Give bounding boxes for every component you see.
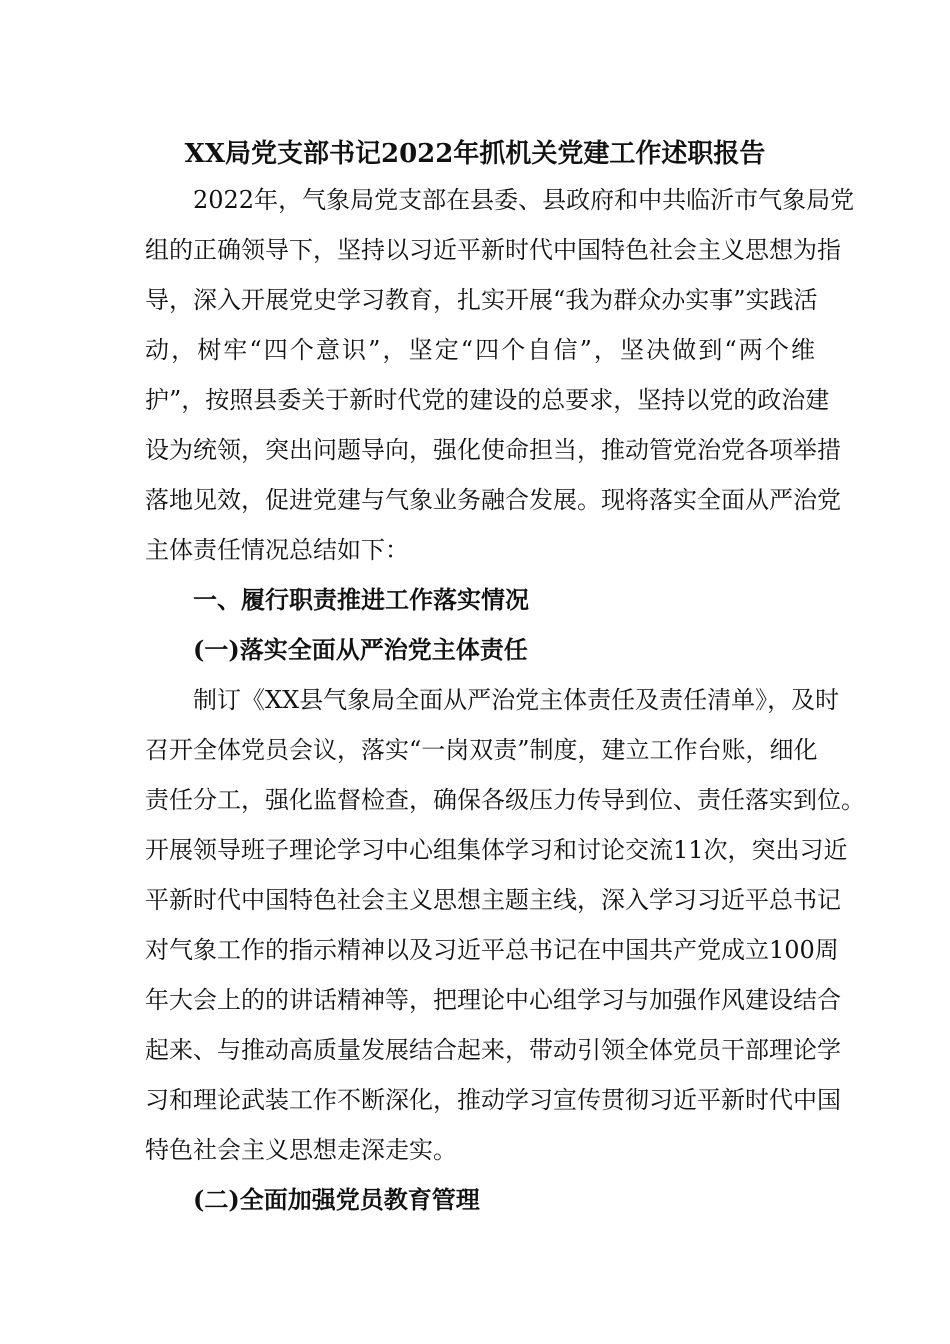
paragraph-1-line: 主体责任情况总结如下： — [145, 536, 409, 564]
paragraph-1-line: 导，深入开展党史学习教育，扎实开展“我为群众办实事”实践活 — [145, 286, 818, 314]
subsection-1-heading: (一)落实全面从严治党主体责任 — [193, 635, 528, 664]
paragraph-1-line: 2022年，气象局党支部在县委、县政府和中共临沂市气象局党 — [193, 186, 855, 214]
section-1-heading: 一、履行职责推进工作落实情况 — [193, 585, 529, 614]
paragraph-2-line: 特色社会主义思想走深走实。 — [145, 1136, 457, 1164]
paragraph-2-line: 习和理论武装工作不断深化，推动学习宣传贯彻习近平新时代中国 — [145, 1086, 841, 1114]
paragraph-2-line: 平新时代中国特色社会主义思想主题主线，深入学习习近平总书记 — [145, 886, 841, 914]
paragraph-2-line: 对气象工作的指示精神以及习近平总书记在中国共产党成立100周 — [145, 936, 839, 964]
paragraph-2-line: 开展领导班子理论学习中心组集体学习和讨论交流11次，突出习近 — [145, 836, 848, 864]
subsection-2-heading: (二)全面加强党员教育管理 — [193, 1185, 480, 1214]
paragraph-1-line: 动，树牢“四个意识”，坚定“四个自信”，坚决做到“两个维 — [145, 336, 815, 364]
paragraph-2-line: 召开全体党员会议，落实“一岗双责”制度，建立工作台账，细化 — [145, 736, 818, 764]
paragraph-1-line: 护”，按照县委关于新时代党的建设的总要求，坚持以党的政治建 — [145, 386, 830, 414]
paragraph-2-line: 起来、与推动高质量发展结合起来，带动引领全体党员干部理论学 — [145, 1036, 841, 1064]
paragraph-1-line: 组的正确领导下，坚持以习近平新时代中国特色社会主义思想为指 — [145, 236, 841, 264]
paragraph-2-line: 责任分工，强化监督检查，确保各级压力传导到位、责任落实到位。 — [145, 786, 865, 814]
paragraph-1-line: 落地见效，促进党建与气象业务融合发展。现将落实全面从严治党 — [145, 486, 841, 514]
paragraph-2-line: 年大会上的的讲话精神等，把理论中心组学习与加强作风建设结合 — [145, 986, 841, 1014]
document-title: XX局党支部书记2022年抓机关党建工作述职报告 — [184, 139, 766, 169]
paragraph-1-line: 设为统领，突出问题导向，强化使命担当，推动管党治党各项举措 — [145, 436, 841, 464]
paragraph-2-line: 制订《XX县气象局全面从严治党主体责任及责任清单》，及时 — [193, 686, 840, 714]
